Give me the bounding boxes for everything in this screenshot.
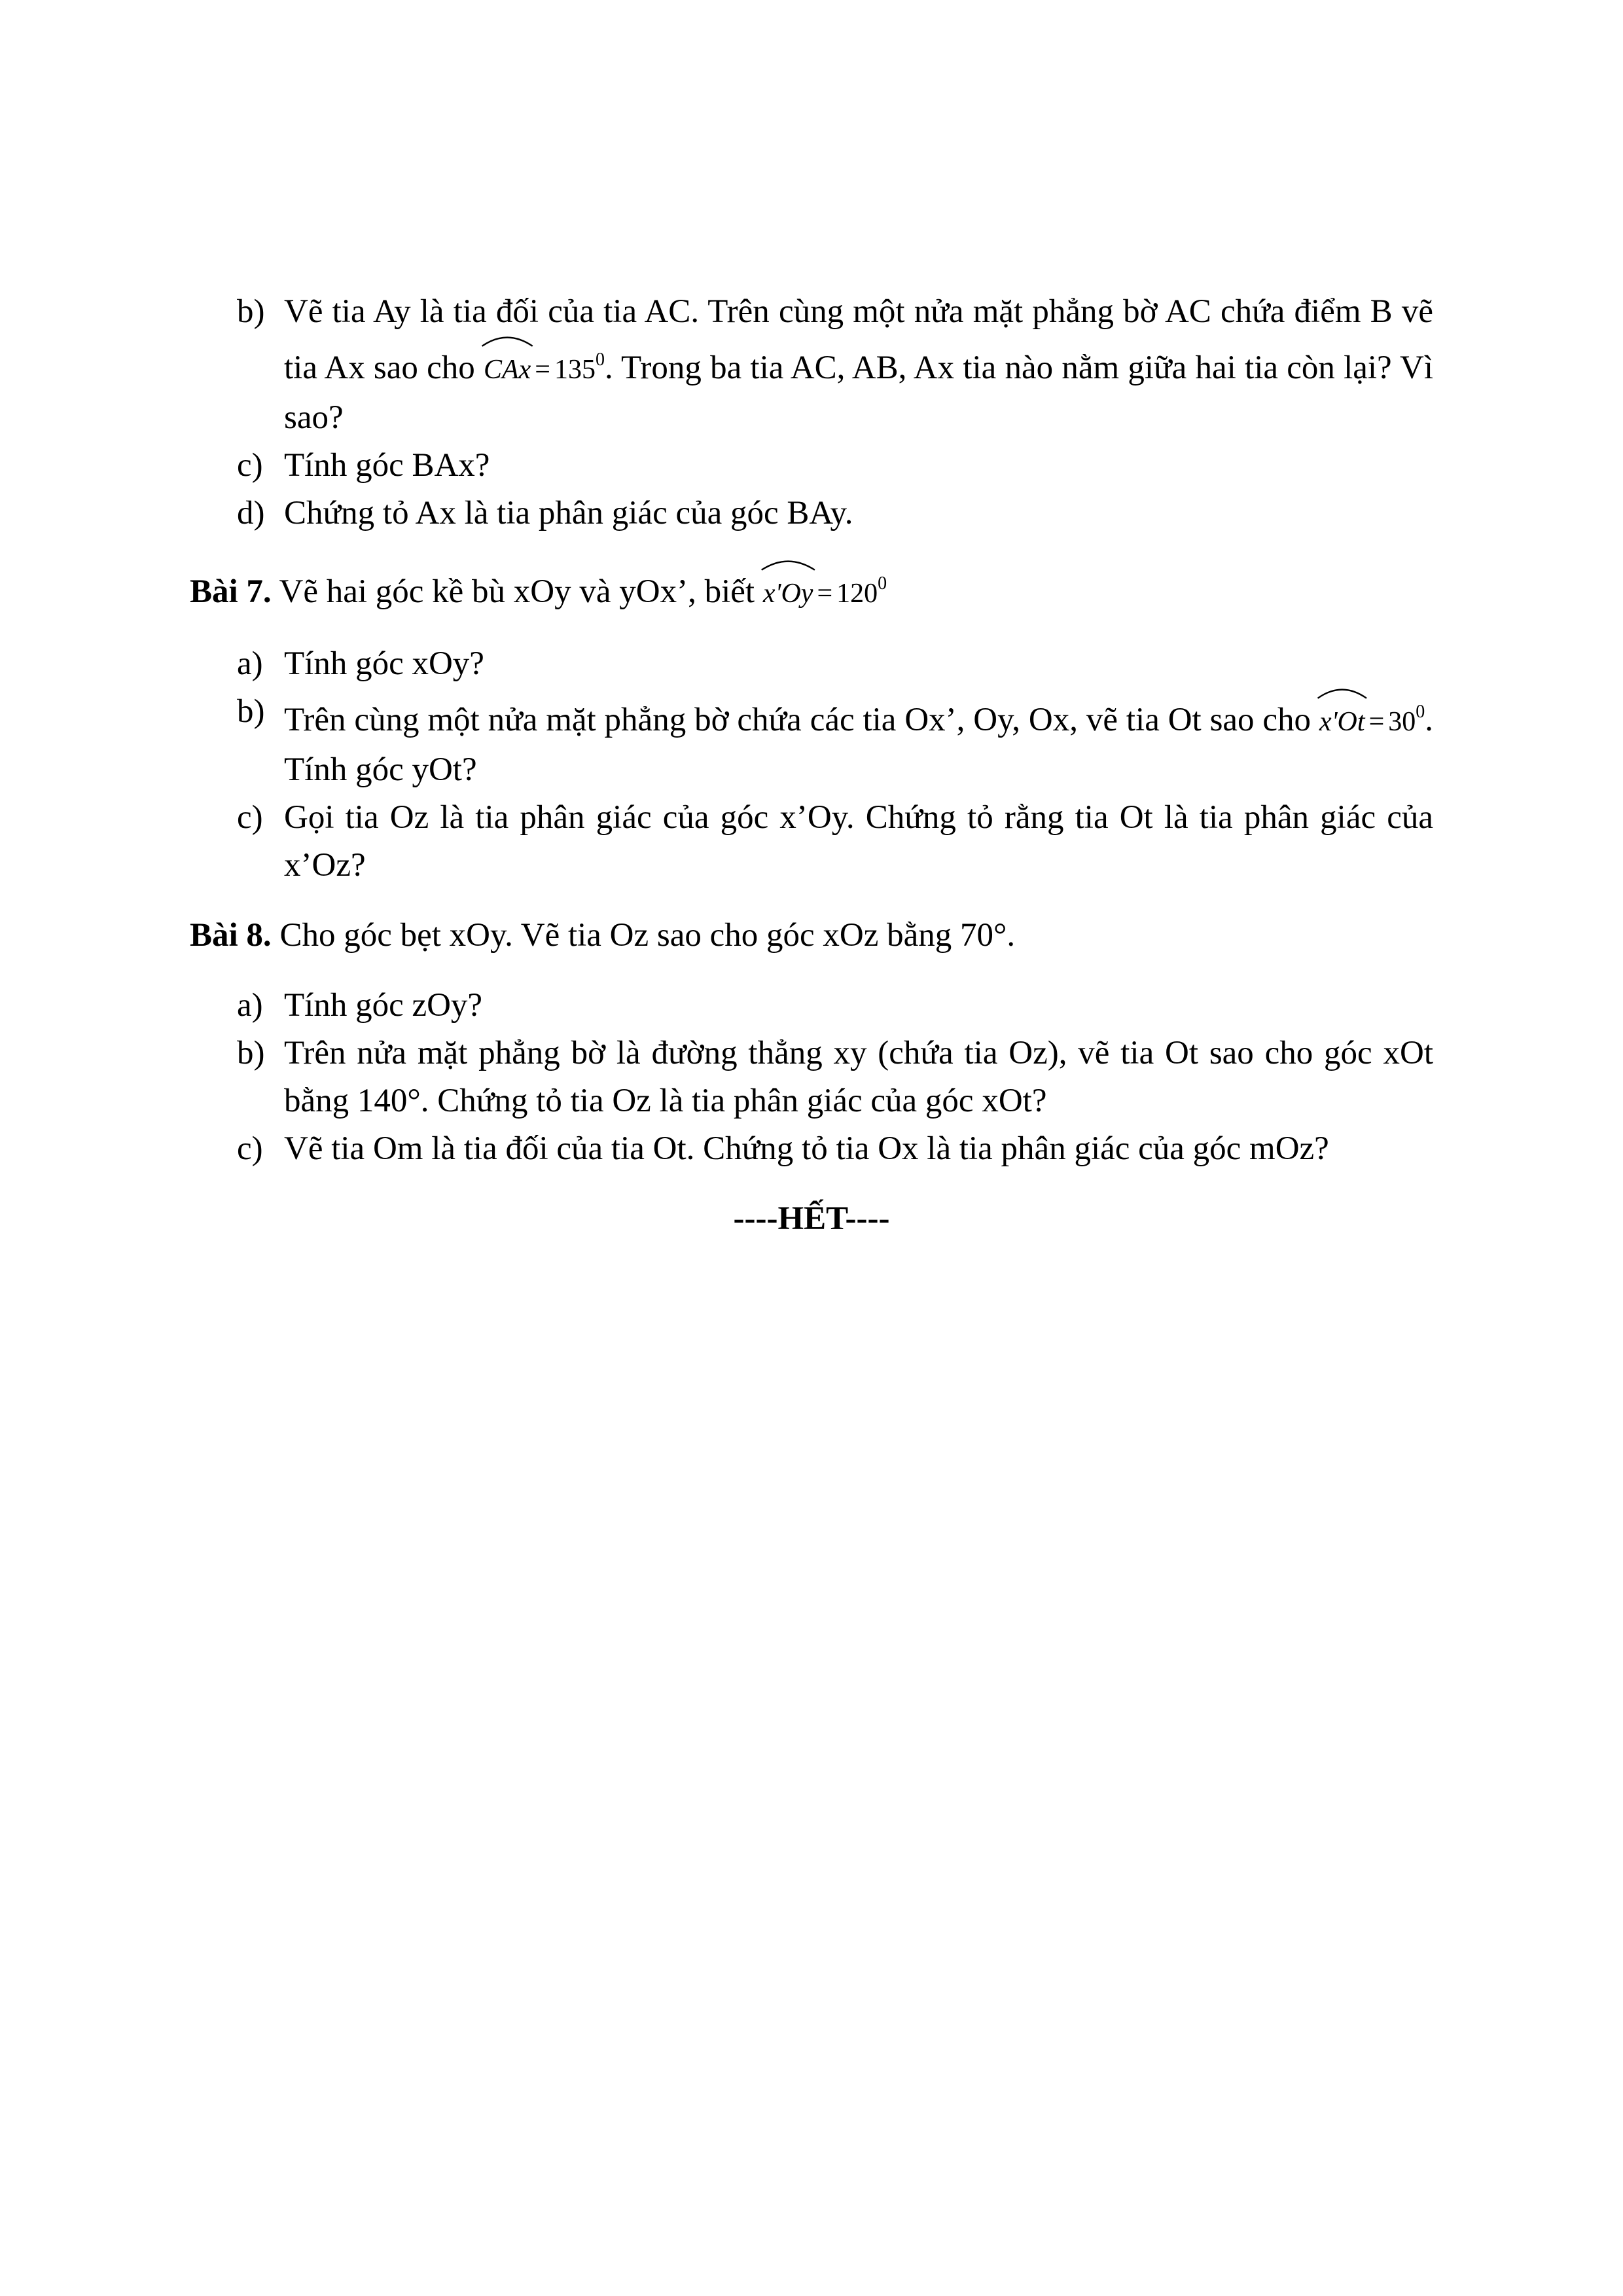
- list-item-7a: [190, 640, 1433, 688]
- degree-mark: 0: [1416, 702, 1425, 722]
- angle-name: CAx: [483, 355, 531, 385]
- list-item-8b: [190, 1030, 1433, 1125]
- item-text: [284, 288, 1433, 442]
- problem-label: Bài 8.: [190, 917, 272, 954]
- item-marker: b): [237, 293, 265, 330]
- item-text: [284, 688, 1433, 794]
- item-marker: c): [237, 799, 263, 836]
- degree-mark: 0: [595, 350, 605, 370]
- problem-text: Cho góc bẹt xOy. Vẽ tia Oz sao cho góc xOz bằng 70°.: [271, 917, 1016, 954]
- equals-sign: =: [535, 355, 550, 385]
- angle-value: 30: [1388, 707, 1416, 737]
- item-text: Tính góc xOy?: [284, 645, 484, 682]
- item-text: Gọi tia Oz là tia phân giác của góc x’Oy. Chứng tỏ rằng tia Ot là tia phân giác của x’Oz?: [284, 799, 1433, 884]
- math-angle-x-prime-ot: [1319, 702, 1425, 737]
- angle-arc: [763, 564, 813, 618]
- item-marker: a): [237, 645, 263, 682]
- math-angle-x-prime-oy: [762, 573, 887, 609]
- item-text: Vẽ tia Om là tia đối của tia Ot. Chứng tỏ tia Ox là tia phân giác của góc mOz?: [284, 1130, 1329, 1167]
- angle-arc: [484, 340, 531, 394]
- equals-sign: =: [817, 579, 833, 609]
- item-text-pre: Trên cùng một nửa mặt phẳng bờ chứa các tia Ox’, Oy, Ox, vẽ tia Ot sao cho: [284, 702, 1319, 738]
- item-marker: a): [237, 987, 263, 1024]
- item-marker: b): [237, 1035, 265, 1071]
- item-text: Tính góc BAx?: [284, 447, 490, 484]
- item-marker: b): [237, 693, 265, 730]
- problem-text: Vẽ hai góc kề bù xOy và yOx’, biết: [271, 573, 763, 610]
- list-item-6b: [190, 288, 1433, 442]
- list-item-7b: [190, 688, 1433, 794]
- item-text-post: . Trong ba tia AC, AB, Ax tia nào nằm giữa hai tia còn lại? Vì sao?: [284, 350, 1433, 436]
- item-text-post: . Tính góc yOt?: [284, 702, 1433, 788]
- problem-8-statement: [190, 912, 1433, 960]
- item-marker: d): [237, 495, 265, 531]
- list-item-8c: [190, 1125, 1433, 1173]
- angle-name: x'Oy: [762, 579, 813, 609]
- item-marker: c): [237, 1130, 263, 1167]
- list-item-7c: [190, 794, 1433, 889]
- document-content: [190, 288, 1433, 1243]
- item-text: Trên nửa mặt phẳng bờ là đường thẳng xy (chứa tia Oz), vẽ tia Ot sao cho góc xOt bằng 140°. Chứng tỏ tia Oz là tia phân giác của góc xOt?: [284, 1035, 1433, 1119]
- item-marker: c): [237, 447, 263, 484]
- angle-name: x'Ot: [1319, 707, 1365, 737]
- math-angle-cax: [483, 350, 605, 385]
- arc-icon: [1317, 685, 1368, 700]
- equals-sign: =: [1368, 707, 1385, 737]
- arc-icon: [481, 333, 533, 348]
- problem-label: Bài 7.: [190, 573, 272, 610]
- problem-7-statement: [190, 560, 1433, 618]
- angle-arc: [1319, 692, 1365, 746]
- end-marker: ----HẾT----: [733, 1200, 890, 1237]
- item-text: Chứng tỏ Ax là tia phân giác của góc BAy.: [284, 495, 853, 531]
- item-text: Tính góc zOy?: [284, 987, 483, 1024]
- list-item-8a: [190, 982, 1433, 1030]
- angle-value: 120: [836, 579, 878, 609]
- list-item-6c: [190, 442, 1433, 490]
- list-item-6d: [190, 490, 1433, 537]
- arc-icon: [760, 557, 816, 571]
- degree-mark: 0: [878, 573, 887, 594]
- angle-value: 135: [554, 355, 596, 385]
- item-text-pre: Vẽ tia Ay là tia đối của tia AC. Trên cùng một nửa mặt phẳng bờ AC chứa điểm B vẽ tia Ax sao cho: [284, 293, 1433, 386]
